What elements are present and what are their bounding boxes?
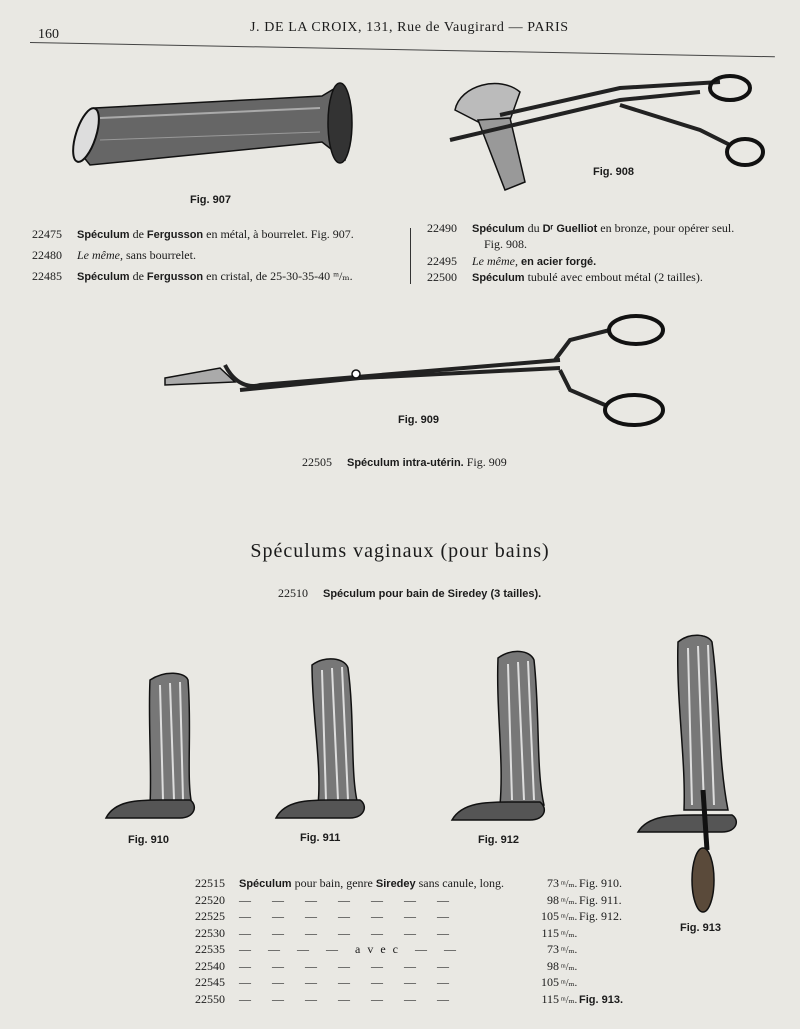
table-row: 22525 — — — — — — — 105 ᵐ/ₘ. Fig. 912. [195,909,623,923]
fig-910-illustration [106,673,194,818]
fig-908-caption: Fig. 908 [593,166,634,178]
list-item: 22495 Le même, en acier forgé. [427,254,597,268]
fig-912-illustration [452,651,544,820]
column-divider [410,228,411,284]
list-item: 22505 Spéculum intra-utérin. Fig. 909 [302,455,507,469]
fig-911-caption: Fig. 911 [300,832,341,844]
table-row: 22515 Spéculum pour bain, genre Siredey sans canule, long. 73 ᵐ/ₘ. Fig. 910. [195,876,623,890]
fig-912-caption: Fig. 912 [478,834,519,846]
fig-913-illustration [638,635,736,912]
table-row: 22520 — — — — — — — 98 ᵐ/ₘ. Fig. 911. [195,892,622,907]
fig-909-caption: Fig. 909 [398,414,439,426]
fig-909-illustration [165,316,663,425]
fig-911-illustration [276,659,364,818]
table-row: 22550 — — — — — — — 115 ᵐ/ₘ. Fig. 913. [195,991,624,1006]
table-row: 22540 — — — — — — — 98 ᵐ/ₘ. [195,958,578,973]
list-item: 22485 Spéculum de Fergusson en cristal, de 25-30-35-40 ᵐ/ₘ. [32,269,353,283]
list-item: 22500 Spéculum tubulé avec embout métal (2 tailles). [427,270,703,284]
table-row: 22535 — — — — avec — — 73 ᵐ/ₘ. [195,942,578,956]
list-item: 22475 Spéculum de Fergusson en métal, à bourrelet. Fig. 907. [32,227,354,241]
list-item: 22480 Le même, sans bourrelet. [32,248,196,262]
fig-907-caption: Fig. 907 [190,194,231,206]
page-number: 160 [38,27,59,42]
list-item: 22510 Spéculum pour bain de Siredey (3 tailles). [278,586,542,600]
length-table [195,876,623,1008]
table-row: 22545 — — — — — — — 105 ᵐ/ₘ. [195,975,578,989]
fig-913-caption: Fig. 913 [680,922,721,934]
fig-910-caption: Fig. 910 [128,834,169,846]
page-header-title: J. DE LA CROIX, 131, Rue de Vaugirard — PARIS [250,20,569,35]
section-title: Spéculums vaginaux (pour bains) [250,540,550,562]
list-item-continuation: Fig. 908. [484,237,528,251]
table-row: 22530 — — — — — — — 115 ᵐ/ₘ. [195,925,578,940]
fig-907-illustration [68,83,352,165]
list-item: 22490 Spéculum du Dʳ Guelliot en bronze, pour opérer seul. [427,221,735,235]
